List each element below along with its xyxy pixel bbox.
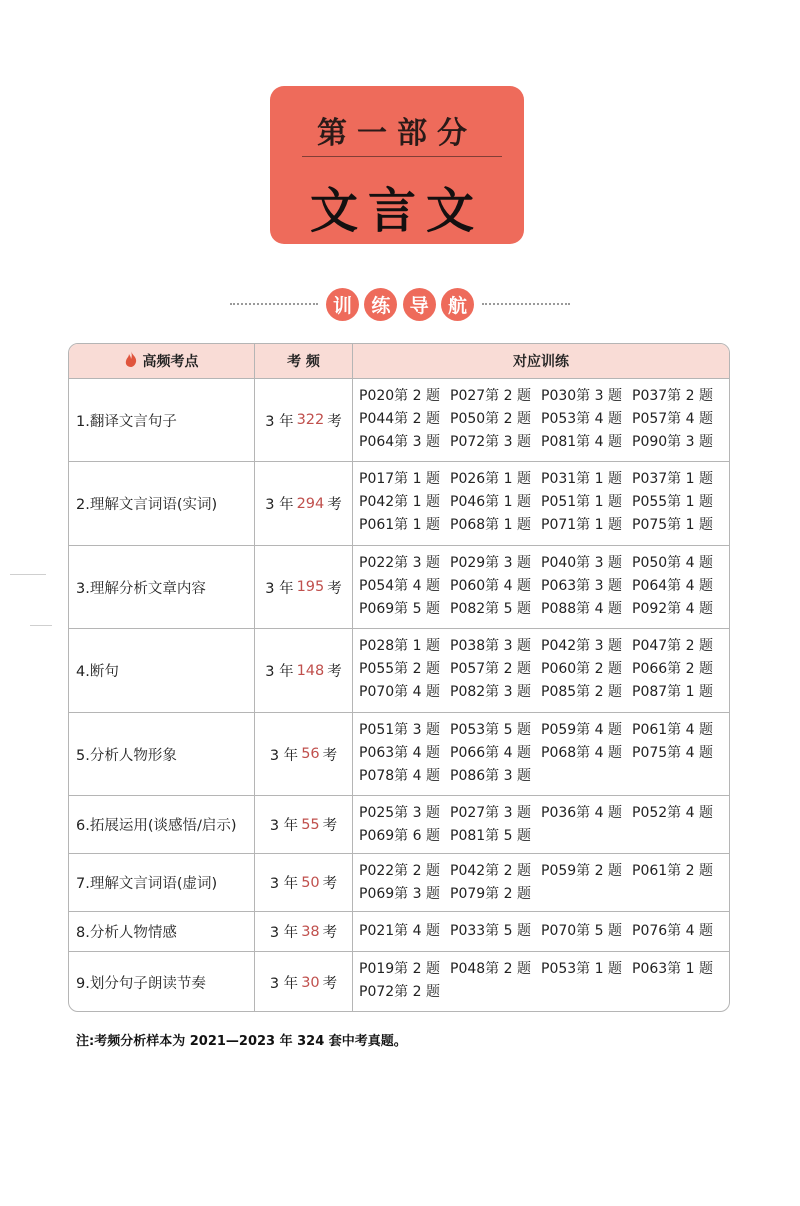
training-refs-cell [353, 912, 729, 951]
training-ref: P026第 1 题 [450, 471, 531, 487]
header-topic-label: 高频考点 [142, 354, 199, 370]
frequency-years: 3 年 [265, 497, 294, 513]
table-row [69, 952, 729, 1012]
training-ref: P019第 2 题 [359, 961, 440, 977]
training-ref: P046第 1 题 [450, 494, 531, 510]
table-row [69, 854, 729, 912]
banner-divider [302, 156, 502, 157]
frequency-unit: 考 [322, 925, 338, 941]
header-training: 对应训练 [513, 354, 569, 370]
training-ref: P070第 4 题 [359, 684, 440, 700]
training-refs-cell [353, 462, 729, 545]
training-ref: P055第 2 题 [359, 661, 440, 677]
training-ref: P057第 4 题 [632, 411, 713, 427]
training-ref: P064第 4 题 [632, 578, 713, 594]
training-ref: P082第 5 题 [450, 601, 531, 617]
frequency-cell [255, 546, 353, 628]
topic-cell: 2.理解文言词语(实词) [69, 462, 255, 545]
training-ref: P064第 3 题 [359, 434, 440, 450]
training-ref: P072第 2 题 [359, 984, 440, 1000]
heading-char: 航 [441, 288, 474, 321]
header-topic [69, 344, 255, 378]
training-ref: P055第 1 题 [632, 494, 713, 510]
training-ref: P021第 4 题 [359, 923, 440, 939]
training-ref: P075第 1 题 [632, 517, 713, 533]
frequency-count: 148 [296, 662, 325, 679]
table-row [69, 629, 729, 713]
table-row [69, 713, 729, 796]
training-refs-cell [353, 713, 729, 795]
heading-char: 导 [403, 288, 436, 321]
training-refs-cell [353, 546, 729, 628]
training-ref: P061第 4 题 [632, 722, 713, 738]
training-ref: P088第 4 题 [541, 601, 622, 617]
training-ref: P053第 5 题 [450, 722, 531, 738]
training-ref: P022第 3 题 [359, 555, 440, 571]
training-ref: P017第 1 题 [359, 471, 440, 487]
topic-cell: 3.理解分析文章内容 [69, 546, 255, 628]
table-header [69, 344, 729, 379]
frequency-unit: 考 [327, 664, 342, 680]
training-ref: P063第 3 题 [541, 578, 622, 594]
training-ref: P071第 1 题 [541, 517, 622, 533]
topic-cell: 1.翻译文言句子 [69, 379, 255, 461]
frequency-years: 3 年 [269, 876, 299, 892]
frequency-unit: 考 [322, 818, 338, 834]
topic-cell: 5.分析人物形象 [69, 713, 255, 795]
frequency-years: 3 年 [269, 925, 299, 941]
training-ref: P063第 1 题 [632, 961, 713, 977]
frequency-count: 50 [301, 874, 320, 891]
training-ref: P061第 1 题 [359, 517, 440, 533]
frequency-years: 3 年 [265, 580, 294, 597]
training-ref: P038第 3 题 [450, 638, 531, 654]
training-refs-cell [353, 952, 729, 1012]
training-ref: P031第 1 题 [541, 471, 622, 487]
heading-chars [326, 282, 474, 326]
table-body [69, 379, 729, 1012]
training-ref: P081第 5 题 [450, 828, 531, 844]
training-ref: P027第 3 题 [450, 805, 531, 821]
training-ref: P087第 1 题 [632, 684, 713, 700]
training-ref: P069第 5 题 [359, 601, 440, 617]
frequency-count: 56 [301, 746, 320, 762]
heading-char: 练 [364, 288, 397, 321]
training-ref: P066第 2 题 [632, 661, 713, 677]
training-ref: P090第 3 题 [632, 434, 713, 450]
section-banner [270, 86, 524, 244]
training-refs-cell [353, 629, 729, 712]
frequency-cell [255, 854, 353, 911]
frequency-unit: 考 [322, 876, 338, 892]
training-ref: P030第 3 题 [541, 388, 622, 404]
table-row [69, 379, 729, 462]
training-ref: P025第 3 题 [359, 805, 440, 821]
frequency-cell [255, 713, 353, 795]
frequency-unit: 考 [327, 580, 342, 597]
training-ref: P069第 6 题 [359, 828, 440, 844]
footnote: 注:考频分析样本为 2021—2023 年 324 套中考真题。 [76, 1034, 407, 1049]
training-ref: P027第 2 题 [450, 388, 531, 404]
frequency-unit: 考 [327, 497, 342, 513]
training-ref: P048第 2 题 [450, 961, 531, 977]
training-refs-cell [353, 796, 729, 853]
training-ref: P061第 2 题 [632, 863, 713, 879]
training-ref: P078第 4 题 [359, 768, 440, 784]
training-ref: P051第 1 题 [541, 494, 622, 510]
training-ref: P051第 3 题 [359, 722, 440, 738]
training-ref: P068第 4 题 [541, 745, 622, 761]
frequency-years: 3 年 [265, 664, 294, 680]
table-row [69, 462, 729, 546]
training-ref: P057第 2 题 [450, 661, 531, 677]
frequency-table [68, 343, 730, 1012]
training-ref: P063第 4 题 [359, 745, 440, 761]
frequency-unit: 考 [327, 413, 342, 430]
training-ref: P033第 5 题 [450, 923, 531, 939]
heading-char: 训 [326, 288, 359, 321]
frequency-cell [255, 629, 353, 712]
training-ref: P020第 2 题 [359, 388, 440, 404]
training-ref: P059第 4 题 [541, 722, 622, 738]
training-ref: P050第 2 题 [450, 411, 531, 427]
training-ref: P036第 4 题 [541, 805, 622, 821]
training-ref: P076第 4 题 [632, 923, 713, 939]
frequency-years: 3 年 [265, 413, 294, 430]
banner-title: 文言文 [309, 183, 484, 239]
training-ref: P066第 4 题 [450, 745, 531, 761]
training-ref: P042第 3 题 [541, 638, 622, 654]
training-ref: P070第 5 题 [541, 923, 622, 939]
training-ref: P092第 4 题 [632, 601, 713, 617]
frequency-count: 195 [296, 579, 325, 595]
scan-mark [10, 574, 46, 575]
training-ref: P060第 4 题 [450, 578, 531, 594]
flame-icon [125, 351, 137, 371]
frequency-unit: 考 [322, 976, 338, 992]
training-ref: P086第 3 题 [450, 768, 531, 784]
training-ref: P022第 2 题 [359, 863, 440, 879]
topic-cell: 4.断句 [69, 629, 255, 712]
training-ref: P068第 1 题 [450, 517, 531, 533]
topic-cell: 8.分析人物情感 [69, 912, 255, 951]
dotted-divider-right [482, 303, 570, 305]
table-row [69, 912, 729, 952]
training-ref: P029第 3 题 [450, 555, 531, 571]
training-ref: P054第 4 题 [359, 578, 440, 594]
training-ref: P042第 2 题 [450, 863, 531, 879]
training-ref: P037第 1 题 [632, 471, 713, 487]
topic-cell: 9.划分句子朗读节奏 [69, 952, 255, 1012]
frequency-years: 3 年 [269, 976, 299, 992]
topic-cell: 6.拓展运用(谈感悟/启示) [69, 796, 255, 853]
training-ref: P085第 2 题 [541, 684, 622, 700]
frequency-count: 55 [301, 816, 320, 833]
frequency-count: 30 [301, 974, 320, 991]
frequency-years: 3 年 [269, 747, 299, 764]
training-ref: P069第 3 题 [359, 886, 440, 902]
training-ref: P075第 4 题 [632, 745, 713, 761]
training-nav-heading [230, 282, 570, 326]
table-row [69, 546, 729, 629]
training-ref: P052第 4 题 [632, 805, 713, 821]
header-freq: 考 频 [255, 344, 353, 378]
training-ref: P072第 3 题 [450, 434, 531, 450]
frequency-cell [255, 912, 353, 951]
training-ref: P081第 4 题 [541, 434, 622, 450]
frequency-years: 3 年 [269, 818, 299, 834]
training-ref: P050第 4 题 [632, 555, 713, 571]
topic-cell: 7.理解文言词语(虚词) [69, 854, 255, 911]
frequency-cell [255, 379, 353, 461]
training-ref: P040第 3 题 [541, 555, 622, 571]
frequency-count: 294 [296, 495, 325, 512]
training-ref: P028第 1 题 [359, 638, 440, 654]
frequency-cell [255, 796, 353, 853]
frequency-unit: 考 [322, 747, 338, 764]
training-ref: P082第 3 题 [450, 684, 531, 700]
banner-part-label: 第一部分 [317, 116, 477, 151]
frequency-count: 38 [301, 923, 320, 940]
training-ref: P042第 1 题 [359, 494, 440, 510]
training-refs-cell [353, 379, 729, 461]
training-ref: P037第 2 题 [632, 388, 713, 404]
training-ref: P047第 2 题 [632, 638, 713, 654]
scan-mark [30, 625, 52, 626]
table-row [69, 796, 729, 854]
training-ref: P053第 1 题 [541, 961, 622, 977]
frequency-cell [255, 462, 353, 545]
training-ref: P044第 2 题 [359, 411, 440, 427]
training-ref: P060第 2 题 [541, 661, 622, 677]
training-ref: P053第 4 题 [541, 411, 622, 427]
dotted-divider-left [230, 303, 318, 305]
training-ref: P079第 2 题 [450, 886, 531, 902]
frequency-count: 322 [296, 412, 325, 428]
frequency-cell [255, 952, 353, 1012]
training-ref: P059第 2 题 [541, 863, 622, 879]
training-refs-cell [353, 854, 729, 911]
